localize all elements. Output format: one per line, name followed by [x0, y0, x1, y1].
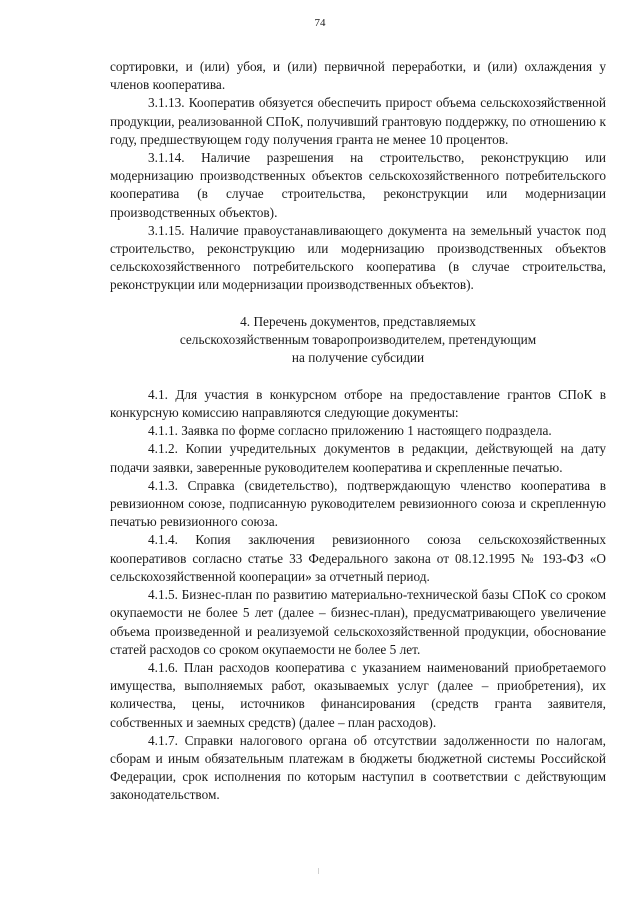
paragraph-3-1-15: 3.1.15. Наличие правоустанавливающего документа на земельный участок под строительство, реконструкцию или модернизацию производственных объектов сельскохозяйственного потребительского кооператива (в случае строительства, реконструкции или модернизации производственных объектов). [110, 222, 606, 293]
paragraph-4-1-1: 4.1.1. Заявка по форме согласно приложению 1 настоящего подраздела. [148, 423, 552, 439]
scan-artifact-mark [318, 868, 319, 874]
document-body [110, 58, 606, 805]
paragraph-4-1-5: 4.1.5. Бизнес-план по развитию материально-технической базы СПоК со сроком окупаемости не более 5 лет (далее – бизнес-план), предусматривающего увеличение объема произведенной и реализуемой сельскохозяйственной продукции, обоснование статей расходов со сроком окупаемости не более 5 лет. [110, 587, 606, 657]
paragraph-4-1-4: 4.1.4. Копия заключения ревизионного союза сельскохозяйственных кооперативов согласно статье 33 Федерального закона от 08.12.1995 № 193-ФЗ «О сельскохозяйственной кооперации» за отчетный период. [110, 532, 606, 584]
section-heading-line-3: на получение субсидии [291, 350, 425, 366]
paragraph-4-1-2: 4.1.2. Копии учредительных документов в редакции, действующей на дату подачи заявки, заверенные руководителем кооператива и скрепленные печатью. [110, 441, 606, 475]
section-heading [110, 313, 606, 368]
section-heading-line-2: сельскохозяйственным товаропроизводителем, претендующим [179, 332, 537, 348]
paragraph-3-1-13: 3.1.13. Кооператив обязуется обеспечить прирост объема сельскохозяйственной продукции, реализованной СПоК, получивший грантовую поддержку, по отношению к году, предшествующем году получения гранта не менее 10 процентов. [110, 95, 606, 147]
paragraph-4-1: 4.1. Для участия в конкурсном отборе на предоставление грантов СПоК в конкурсную комиссию направляются следующие документы: [110, 386, 606, 421]
paragraph-4-1-3: 4.1.3. Справка (свидетельство), подтверждающую членство кооператива в ревизионном союзе, подписанную руководителем ревизионного союза и скрепленную печатью ревизионного союза. [110, 477, 606, 530]
page-number: 74 [314, 17, 326, 29]
paragraph-continuation: сортировки, и (или) убоя, и (или) первичной переработки, и (или) охлаждения у членов кооператива. [110, 59, 606, 93]
paragraph-4-1-6: 4.1.6. План расходов кооператива с указанием наименований приобретаемого имущества, выполняемых работ, оказываемых услуг (далее – приобретения), их количества, цены, источников финансирования (средств гранта заявителя, собственных и заемных средств) (далее – план расходов). [110, 659, 606, 730]
paragraph-4-1-7: 4.1.7. Справки налогового органа об отсутствии задолженности по налогам, сборам и иным обязательным платежам в бюджеты бюджетной системы Российской Федерации, срок исполнения по которым наступил в соответствии с действующим законодательством. [110, 732, 606, 803]
section-heading-line-1: 4. Перечень документов, представляемых [240, 313, 476, 329]
paragraph-3-1-14: 3.1.14. Наличие разрешения на строительство, реконструкцию или модернизацию производственных объектов сельскохозяйственного потребительского кооператива (в случае строительства, реконструкции или модернизации производственных объектов). [110, 150, 606, 220]
